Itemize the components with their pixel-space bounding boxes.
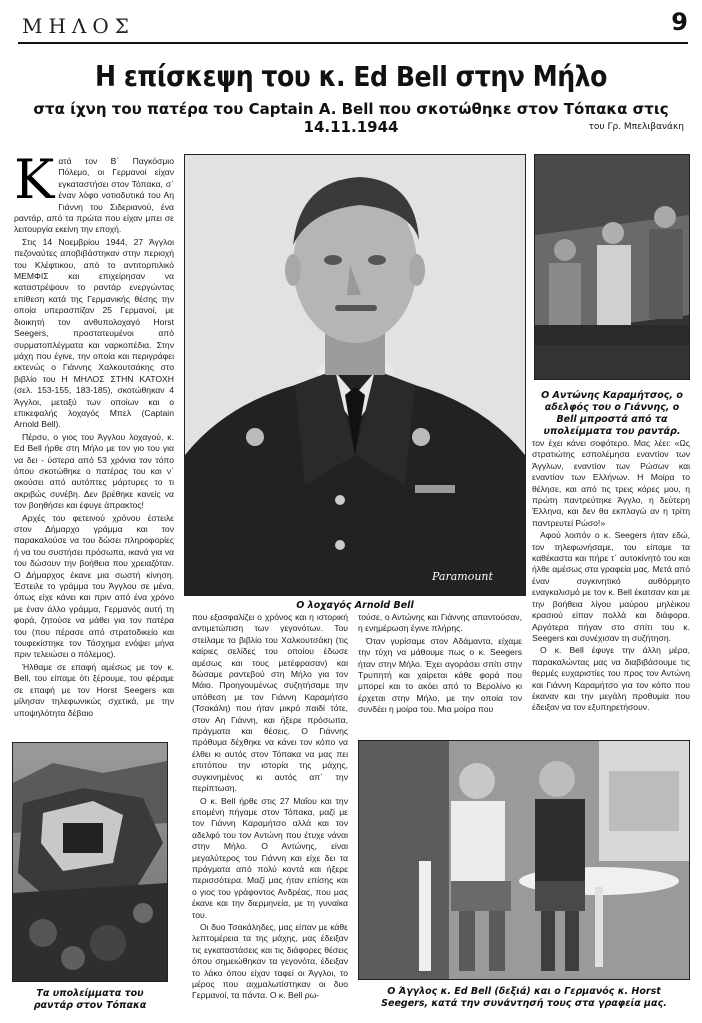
paragraph: Ήλθαμε σε επαφή αμέσως με τον κ. Bell, του είπαμε ότι ξέρουμε, του φέραμε σε επαφή με τον Horst Seegers και μίλησαν τηλεφωνικώς σχετικά, με την υποψηλότητα δέβαιο	[14, 661, 174, 718]
page-number: 9	[671, 8, 688, 36]
paragraph: Όταν γυρίσαμε στον Αδάμαντα, είχαμε την τύχη να μάθουμε πως ο κ. Seegers ήταν στην Μήλο. Έχει αγοράσει σπίτι στην Τρυπητή και χαίρεται κάθε φορά που μπορεί και το ακόει από το Βερολίνο κι έρχεται στην Μήλο, με την οποία τον συνδέει η μοίρα του. Μια μοίρα που	[358, 635, 522, 715]
paragraph: Αφού λοιπόν ο κ. Seegers ήταν εδώ, τον τηλεφωνήσαμε, του είπαμε τα καθέκαστα και πήρε τ΄ αυτοκίνητό του και ήλθε αμέσως στα γραφεία μας. Μετά από έναν συγκινητικό αυθόρμητο εναγκαλισμό με τον κ. Bell έκατσαν και με την βοήθεια λίγου μαύρου μηλέικου κρασιού είπαν πολλά και διάφορα. Αργότερα πήγαν στο σπίτι του κ. Seegers και συνέχισαν τη συζήτηση.	[532, 530, 690, 643]
byline: του Γρ. Μπελιβανάκη	[588, 122, 684, 132]
bell-seegers-meeting-image	[359, 741, 689, 979]
paragraph: Οι δυο Τσακάληδες, μας είπαν με κάθε λεπτομέρεια τα της μάχης, μας έδειξαν τις εγκαταστάσεις και τις διάφορες θέσεις όπου σημειώθηκαν τα γεγονότα, έδειξαν το λάκο όπου είχαν ταφεί οι Άγγλοι, το μέρος που αιχμαλωτίστηκαν οι δυο Γερμανοί, τα πάντα. Ο κ. Bell ρω-	[192, 921, 348, 1001]
paragraph: Ο κ. Bell ήρθε στις 27 Μαΐου και την επομένη πήγαμε στον Τόπακα, μαζί με τον Γιάννη Καραμήτσο αλλά και τον αδελφό του τον Αντώνη που έτυχε νάναι στην Μήλο. Ο Αντώνης, είναι μεγαλύτερος του Γιάννη και είχε δει τα πράγματα από πολύ κοντά και ήξερε περισσότερα. Μαζί μας ήταν επίσης και ο γιος του γράφοντος Ανδρέας, που μας έκανε και την διερμηνεία, με τη γυναίκα του.	[192, 795, 348, 920]
subheadline: στα ίχνη του πατέρα του Captain A. Bell που σκοτώθηκε στον Τόπακα στις 14.11.1944	[33, 100, 669, 136]
header-rule	[18, 42, 688, 44]
paragraph: Πέρσυ, ο γιος του Άγγλου λοχαγού, κ. Ed Bell ήρθε στη Μήλο με τον γιο του για να δει - ύστερα από 53 χρόνια τον τόπο όπου σκοτώθηκε ο πατέρας του και ν΄ ακούσει από αυτόπτες μάρτυρες το τι ακριβώς συνέβη. Δεν βρέθηκε κανείς να τον βοηθήσει και έφυγε άπρακτος!	[14, 431, 174, 511]
paragraph: ατά τον Β΄ Παγκόσμιο Πόλεμο, οι Γερμανοί είχαν εγκαταστήσει στον Τόπακα, σ΄ έναν λόφο νοτιοδυτικά του Αη Γιάννη του Σιδεριανού, ένα ραντάρ, από τα πρώτα που είχαν μπει σε λειτουργία εκείνη την εποχή.	[14, 156, 174, 235]
meeting-caption: Ο Άγγλος κ. Ed Bell (δεξιά) και ο Γερμανός κ. Horst Seegers, κατά την συνάντησή τους στα γραφεία μας.	[381, 986, 667, 1009]
paragraph: Στις 14 Νοεμβρίου 1944, 27 Άγγλοι πεζοναύτες αποβιβάστηκαν στην περιοχή του Κλέφτικου, από το αντιτορπιλικό ΜΕΜΦΙΣ και επιχείρησαν να καταστρέψουν το ραντάρ ενεργώντας επίθεση κατά της Γερμανικής θέσης την οποία υπερασπίζαν 25 Γερμανοί, με διοικητή τον ανθυπολοχαγό Horst Seegers, προστατευμένοι από συρματοπλέγματα και ναρκοπέδια. Στην μάχη που έγινε, την οποία και περιγράφει εκτενώς ο Γιάννης Χαλκουτσάκης στο βιβλίο του Η ΜΗΛΟΣ ΣΤΗΝ ΚΑΤΟΧΗ (σελ. 153-155, 183-185), σκοτώθηκαν 4 Άγγλοι, μεταξύ των οποίων και ο επικεφαλής λοχαγός Μπελ (Captain Arnold Bell).	[14, 236, 174, 430]
meeting-figure	[358, 740, 690, 1010]
paragraph: που εξασφαλίζει ο χρόνος και η ιστορική αντιμετώπιση των γεγονότων. Του στείλαμε το βιβλίο του Χαλκουτσάκη (τις καίριες σελίδες του οποίου έδωσε αμέσως και τους μετέφρασαν) και δώσαμε ραντεβού στη Μήλο για τον Μάιο. Προηγουμένως συζητήσαμε την υπόθεση με τον Γιάννη Καραμήτσο (Τσακάλη) που ήταν μικρό παιδί τότε, στον Αη Γιάννη, και ήξερε πρόσωπα, πράγματα και θέσεις. Ο Γιάννης πρόθυμα δέχθηκε να κάνει τον κόπο να έλθει κι αυτός στον Τόπακα να μας πει επιτόπου την ιστορία της μάχης, συγκινημένος κι αυτός απ΄ την περίπτωση.	[192, 612, 348, 794]
ruins-caption: Τα υπολείμματα του ραντάρ στον Τόπακα	[33, 988, 147, 1011]
paragraph: Ο κ. Bell έφυγε την άλλη μέρα, παρακαλώντας μας να διαβιβάσουμε τις θερμές ευχαριστίες του προς τον Αντώνη και Γιάννη Καραμήτσο για τον κόπο που έκαναν και την μεγάλη προθυμία που έδειξαν να τον εξυπηρετήσουν.	[532, 645, 690, 713]
brothers-caption: Ο Αντώνης Καραμήτσος, ο αδελφός του ο Γιάννης, ο Bell μπροστά από τα υπολείμματα του ραντάρ.	[541, 390, 683, 437]
ruins-photo	[12, 742, 168, 982]
article-column-3	[358, 612, 522, 730]
portrait-photo	[184, 154, 526, 596]
meeting-photo	[358, 740, 690, 980]
brothers-figure	[534, 154, 690, 438]
article-column-2	[192, 612, 348, 1012]
brothers-photo	[534, 154, 690, 380]
radar-ruins-image	[13, 743, 167, 981]
masthead: ΜΗΛΟΣ	[22, 14, 135, 38]
captain-portrait-image	[185, 155, 525, 595]
portrait-signature: Paramount	[432, 570, 493, 583]
portrait-caption: Ο λοχαγός Arnold Bell	[296, 600, 414, 611]
brothers-at-radar-image	[535, 155, 689, 379]
portrait-figure	[184, 154, 526, 612]
article-column-1	[14, 156, 174, 738]
paragraph: Αρχές του φετεινού χρόνου έστειλε στον Δήμαρχο γράμμα και τον παρακαλούσε να του δώσει πληροφορίες ή να του συστήσει πρόσωπα, ικανά για να του δώσουν την βοήθεια που χρειαζόταν. Ο Δήμαρχος έκανε μια σωστή κίνηση. Έστειλε το γράμμα του Άγγλου σε μένα, όπως είχε κάνει και πριν από ένα χρόνο με έναν άλλο γράμμα, Γερμανός αυτή τη φορά, ζητούσε να μάθει για τον πατέρα του (που πέρασε από στρατοδικείο και τουφεκίστηκε τον Τάσχημα ενόψει μήνα πριν τελειώσει ο πόλεμος).	[14, 512, 174, 660]
headline: Η επίσκεψη του κ. Ed Bell στην Μήλο	[95, 60, 607, 93]
drop-cap: Κ	[14, 156, 55, 211]
paragraph: τον έχει κάνει σοφότερο. Μας λέει: «Ως στρατιώτης εσπολέμησα εναντίον των Άγγλων, εναντίον των Ρώσων και εναντίον των Ελλήνων. Η Μοίρα το θέλησε, και από τις τρεις κόρες μου, η πρώτη παντρεύτηκε Άγγλο, η δεύτερη Έλληνα, και δεν θα εκπλαγώ αν η τρίτη παντρευτεί Ρώσο!»	[532, 438, 690, 528]
ruins-figure	[12, 742, 168, 1012]
paragraph: τούσε, ο Αντώνης και Γιάννης απαντούσαν, η ενημέρωση έγινε πλήρης.	[358, 612, 522, 634]
article-column-4	[532, 438, 690, 730]
